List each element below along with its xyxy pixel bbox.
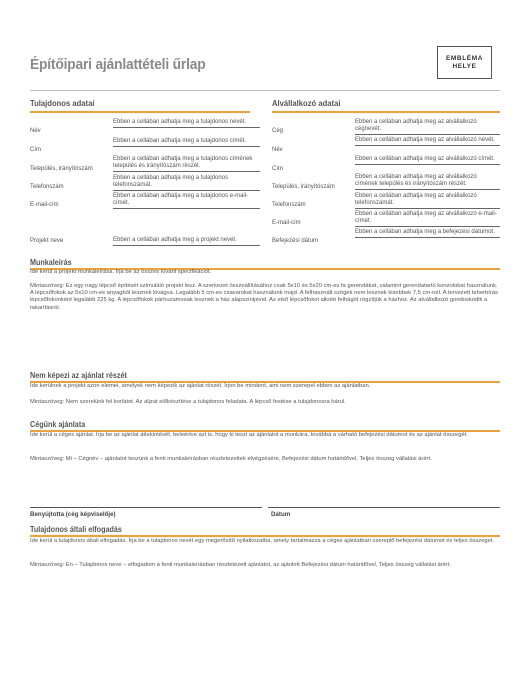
work-sample[interactable]: Mintaszöveg: Ez egy nagy lépcső építését szimuláló projekt lesz. A szerkezet összeállításához csak 5x10 és 5x20 cm-es fa gerendákat, valamint gerendatartó konzolokat használunk. A lépcsőfokok az 5x10 cm-es anyagból lesznek kivágva. Legalább 5 cm-es csavarokat használunk majd. A felhasznált szögek nem lesznek kisebbek 7,5 cm-nél. A tervezett teherbírás lépcsőfokonként legalább 225 kg. A lépcsőfokok párhuzamosak lesznek a ház alapszintjével. Az első lépcsőfokot alkotó felhágót rögzítjük a házhoz. Az alvállalkozó gondoskodik a takarításról.: [30, 283, 498, 311]
contractor-name-label: Név: [272, 147, 283, 153]
project-name-label: Projekt neve: [30, 238, 64, 244]
acceptance-heading: Tulajdonos általi elfogadás: [30, 525, 122, 534]
owner-email-label: E-mail-cím: [30, 202, 59, 208]
logo-line-1: EMBLÉMA: [445, 54, 484, 62]
contractor-name-field[interactable]: Ebben a cellában adhatja meg az alvállalkozó nevét.: [355, 137, 500, 146]
contractor-heading-rule: [272, 111, 500, 113]
excluded-heading: Nem képezi az ajánlat részét: [30, 371, 127, 380]
offer-heading: Cégünk ajánlata: [30, 420, 86, 429]
contractor-email-field[interactable]: Ebben a cellában adhatja meg az alvállalkozó e-mail-címét.: [355, 211, 500, 227]
submitted-by-label: Benyújtotta (cég képviselője): [30, 511, 116, 518]
owner-name-field[interactable]: Ebben a cellában adhatja meg a tulajdonos nevét.: [113, 119, 260, 128]
owner-heading-rule: [30, 111, 250, 113]
contractor-company-label: Cég: [272, 128, 284, 134]
date-label: Dátum: [271, 511, 291, 518]
acceptance-intro[interactable]: Ide kerül a tulajdonos általi elfogadás. Írja be a tulajdonos nevét egy megerősítő nyilatkozatba, amely tartalmazza a céges ajánlatban szereplő befejezési dátumot és teljes összeget.: [30, 538, 495, 544]
excluded-sample[interactable]: Mintaszöveg: Nem szerelünk fel korlátot. Az aljzat előkészítése a tulajdonos feladata. A lépcső festése a tulajdonosra hárul.: [30, 399, 346, 405]
owner-phone-field[interactable]: Ebben a cellában adhatja meg a tulajdonos telefonszámát.: [113, 175, 260, 191]
project-name-field[interactable]: Ebben a cellában adhatja meg a projekt nevét.: [113, 237, 260, 246]
contractor-phone-field[interactable]: Ebben a cellában adhatja meg az alvállalkozó telefonszámát.: [355, 193, 500, 209]
owner-address-label: Cím: [30, 147, 41, 153]
page-title: Építőipari ajánlattételi űrlap: [30, 56, 206, 73]
owner-email-field[interactable]: Ebben a cellában adhatja meg a tulajdonos e-mail-címét.: [113, 193, 260, 209]
contractor-phone-label: Telefonszám: [272, 202, 306, 208]
header-divider: [30, 90, 500, 91]
owner-city-field[interactable]: Ebben a cellában adhatja meg a tulajdonos címének település és irányítószám részét.: [113, 156, 260, 172]
contractor-city-label: Település, irányítószám: [272, 184, 335, 190]
owner-address-field[interactable]: Ebben a cellában adhatja meg a tulajdonos címét.: [113, 138, 260, 147]
date-line[interactable]: [268, 507, 500, 508]
owner-city-label: Település, irányítószám: [30, 166, 93, 172]
contractor-heading: Alvállalkozó adatai: [272, 98, 341, 108]
contractor-city-field[interactable]: Ebben a cellában adhatja meg az alvállalkozó címének település és irányítószám részét.: [355, 174, 500, 190]
contractor-email-label: E-mail-cím: [272, 220, 301, 226]
contractor-address-label: Cím: [272, 166, 283, 172]
owner-phone-label: Telefonszám: [30, 184, 64, 190]
acceptance-sample[interactable]: Mintaszöveg: Én – Tulajdonos neve – elfogadom a fenti munkaleírásban részletezett ajánlatot, az ajánlott Befejezési dátum határidővel, Teljes összeg vállalási árért.: [30, 562, 452, 568]
contractor-company-field[interactable]: Ebben a cellában adhatja meg az alvállalkozó cégnevét.: [355, 119, 500, 135]
offer-intro[interactable]: Ide kerül a céges ajánlat. Írja be az ajánlat áttekintését, beleértve azt is, hogy ki teszi az ajánlatot a munkára, továbbá a várható befejezési dátumot és az ajánlat összegét.: [30, 432, 468, 438]
contractor-address-field[interactable]: Ebben a cellában adhatja meg az alvállalkozó címét.: [355, 156, 500, 165]
owner-heading: Tulajdonos adatai: [30, 98, 95, 108]
logo-line-2: HELYE: [452, 62, 477, 70]
excluded-intro[interactable]: Ide kerülnek a projekt azon elemei, amelyek nem képezik az ajánlat részét. Írjon be mindent, ami nem szerepel ebben az ajánlatban.: [30, 383, 371, 389]
signature-line[interactable]: [30, 507, 262, 508]
completion-date-field[interactable]: Ebben a cellában adhatja meg a befejezési dátumot.: [355, 229, 500, 238]
acceptance-heading-rule: [30, 535, 500, 537]
work-intro[interactable]: Ide kerül a projekt munkaleírása. Írja be az összes kívánt specifikációt.: [30, 269, 212, 275]
completion-date-label: Befejezési dátum: [272, 238, 319, 244]
offer-sample[interactable]: Mintaszöveg: Mi – Cégnév – ajánlatot teszünk a fenti munkaleírásban részletezettek elvégzésére, Befejezési dátum határidővel, Teljes összeg vállalási árért.: [30, 456, 432, 462]
owner-name-label: Név: [30, 128, 41, 134]
logo-placeholder: [437, 46, 492, 79]
work-heading: Munkaleírás: [30, 258, 72, 267]
